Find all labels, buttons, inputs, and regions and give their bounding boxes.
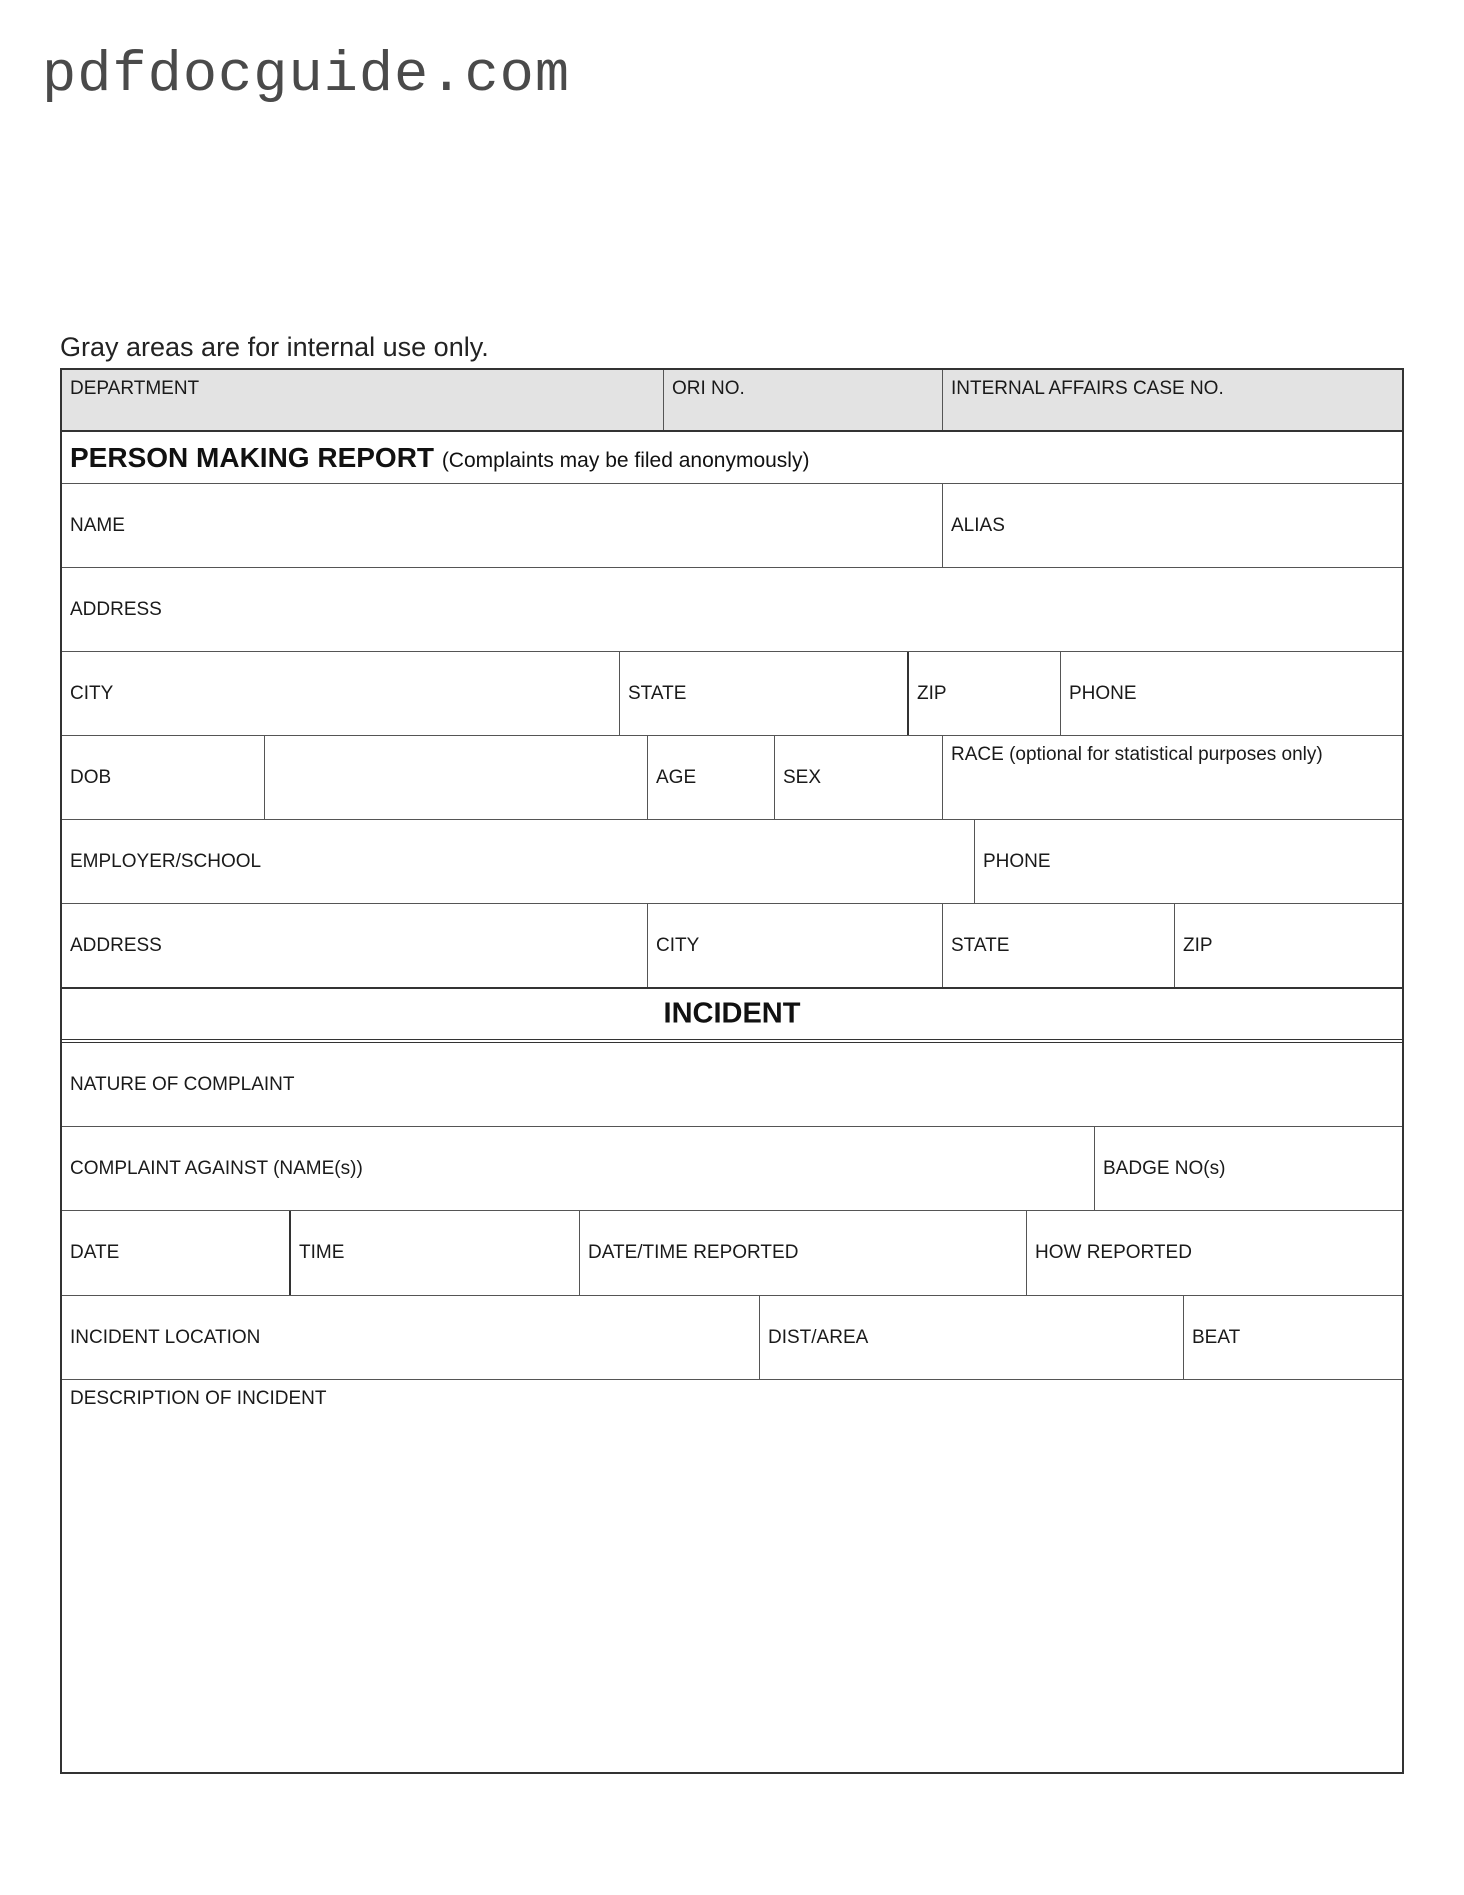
employer-zip-field[interactable] [1174,904,1406,987]
race-field[interactable] [942,736,1406,819]
sex-field[interactable] [774,736,942,819]
date-field[interactable] [62,1211,289,1295]
department-label: DEPARTMENT [70,378,200,399]
state-field[interactable] [619,652,907,735]
phone-label: PHONE [1069,682,1137,704]
badge-label: BADGE NO(s) [1103,1157,1226,1179]
incident-title: INCIDENT [663,997,801,1030]
employer-city-field[interactable] [647,904,942,987]
date-row [62,1211,1402,1296]
employer-zip-label: ZIP [1183,934,1213,956]
person-section-title: PERSON MAKING REPORT (Complaints may be filed anonymously) [70,441,810,473]
dist-area-label: DIST/AREA [768,1326,869,1348]
employer-state-label: STATE [951,934,1010,956]
name-row [62,484,1402,568]
nature-label: NATURE OF COMPLAINT [70,1073,295,1095]
employer-address-field[interactable] [62,904,647,987]
dob-label-cell [62,736,264,819]
location-label: INCIDENT LOCATION [70,1326,261,1348]
datetime-reported-field[interactable] [579,1211,1026,1295]
employer-address-label: ADDRESS [70,934,162,956]
race-label: RACE (optional for statistical purposes only) [951,744,1323,765]
location-field[interactable] [62,1296,759,1379]
employer-phone-field[interactable] [974,820,1406,903]
internal-use-row [62,370,1402,432]
employer-row [62,820,1402,904]
employer-phone-label: PHONE [983,850,1051,872]
time-label: TIME [299,1242,345,1263]
city-label: CITY [70,682,114,704]
watermark: pdfdocguide.com [42,44,571,108]
age-label: AGE [656,766,697,788]
age-field[interactable] [647,736,774,819]
datetime-reported-label: DATE/TIME REPORTED [588,1242,799,1263]
address-row [62,568,1402,652]
city-field[interactable] [62,652,619,735]
phone-field[interactable] [1060,652,1406,735]
alias-field[interactable] [942,484,1406,567]
case-no-label: INTERNAL AFFAIRS CASE NO. [951,378,1224,399]
address-field[interactable] [62,568,1406,651]
beat-label: BEAT [1192,1326,1241,1348]
complaint-form [60,368,1404,1774]
against-label: COMPLAINT AGAINST (NAME(s)) [70,1157,363,1179]
anonymous-note: (Complaints may be filed anonymously) [441,448,810,472]
name-field[interactable] [62,484,942,567]
against-row [62,1127,1402,1211]
zip-label: ZIP [917,682,947,704]
against-field[interactable] [62,1127,1094,1210]
address-label: ADDRESS [70,598,162,620]
department-field[interactable] [62,370,663,430]
how-reported-label: HOW REPORTED [1035,1242,1192,1263]
employer-label: EMPLOYER/SCHOOL [70,850,262,872]
nature-field[interactable] [62,1043,1406,1126]
badge-field[interactable] [1094,1127,1406,1210]
ori-no-label: ORI NO. [672,378,745,399]
time-field[interactable] [289,1211,579,1295]
beat-field[interactable] [1183,1296,1406,1379]
dob-row [62,736,1402,820]
sex-label: SEX [783,766,822,788]
description-field[interactable] [62,1380,1406,1772]
gray-areas-note: Gray areas are for internal use only. [60,332,489,362]
case-no-field[interactable] [942,370,1406,430]
employer-state-field[interactable] [942,904,1174,987]
dist-area-field[interactable] [759,1296,1183,1379]
how-reported-field[interactable] [1026,1211,1406,1295]
dob-field[interactable] [264,736,647,819]
incident-section-header [62,989,1402,1043]
date-label: DATE [70,1242,120,1263]
name-label: NAME [70,514,125,536]
city-row [62,652,1402,736]
zip-field[interactable] [907,652,1060,735]
employer-field[interactable] [62,820,974,903]
nature-row [62,1043,1402,1127]
employer-address-row [62,904,1402,989]
description-row [62,1380,1402,1772]
description-label: DESCRIPTION OF INCIDENT [70,1388,327,1409]
ori-no-field[interactable] [663,370,942,430]
person-section-header [62,432,1402,484]
alias-label: ALIAS [951,514,1005,536]
location-row [62,1296,1402,1380]
employer-city-label: CITY [656,934,700,956]
state-label: STATE [628,682,687,704]
dob-label: DOB [70,766,112,788]
